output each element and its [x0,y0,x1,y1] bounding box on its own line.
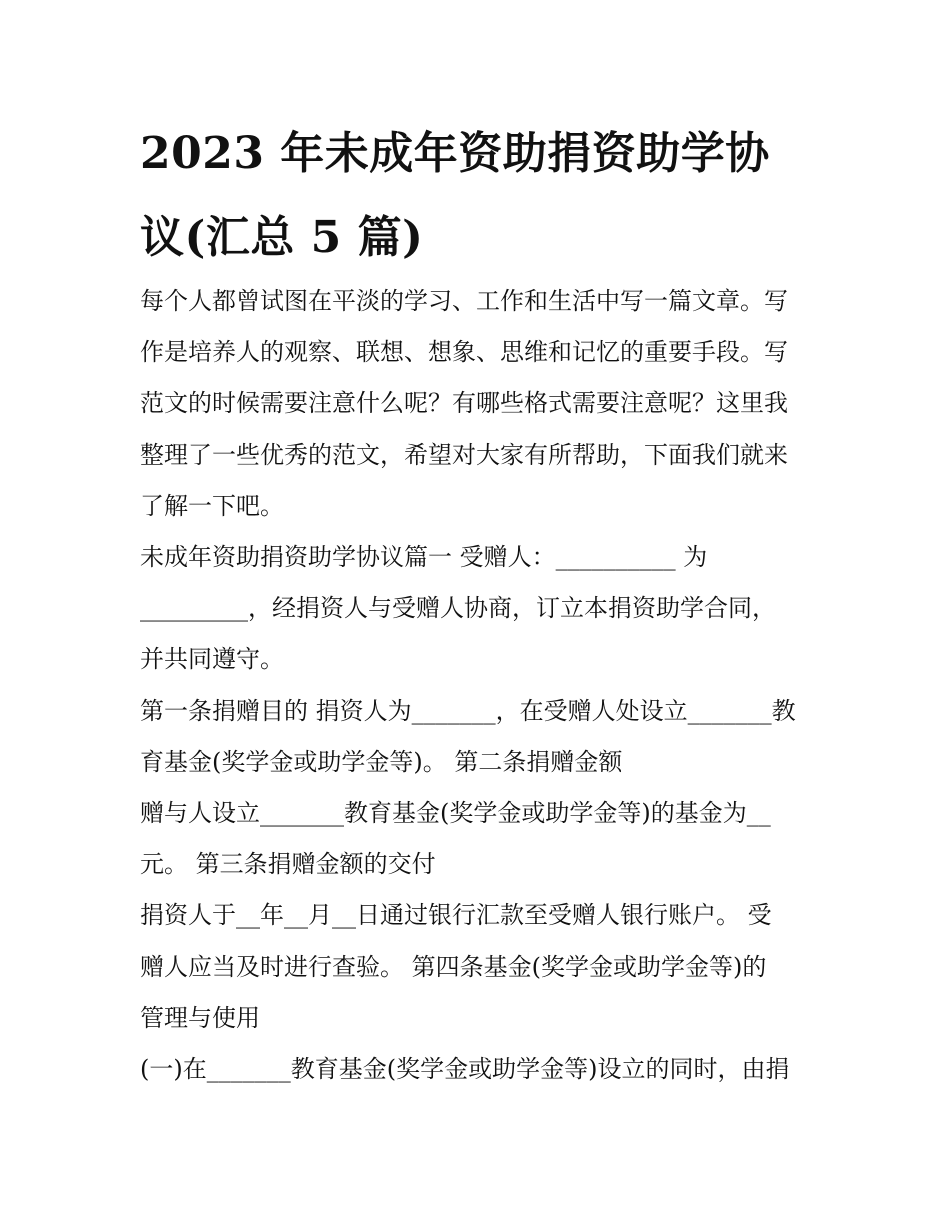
document-body [140,276,820,1095]
article-4-paragraph: (一)在_______教育基金(奖学金或助学金等)设立的同时，由捐 [140,1055,790,1084]
intro-paragraph: 每个人都曾试图在平淡的学习、工作和生活中写一篇文章。写 作是培养人的观察、联想、想象、思维和记忆的重要手段。写 范文的时候需要注意什么呢？有哪些格式需要注意呢？这里我 整理了一些优秀的范文，希望对大家有所帮助，下面我们就来 了解一下吧。 [140,287,788,520]
document-title: 2023 年未成年资助捐资助学协 议(汇总 5 篇) [140,128,770,263]
article-2-paragraph: 赠与人设立_______教育基金(奖学金或助学金等)的基金为__ 元。 第三条捐赠金额的交付 [140,799,771,879]
agreement-opening-paragraph: 未成年资助捐资助学协议篇一 受赠人：__________ 为 _________，经捐资人与受赠人协商，订立本捐资助学合同， 并共同遵守。 [140,543,776,674]
article-1-paragraph: 第一条捐赠目的 捐资人为_______，在受赠人处设立_______教 育基金(奖学金或助学金等)。 第二条捐赠金额 [140,696,796,776]
article-3-paragraph: 捐资人于__年__月__日通过银行汇款至受赠人银行账户。 受 赠人应当及时进行查验。 第四条基金(奖学金或助学金等)的 管理与使用 [140,901,772,1032]
